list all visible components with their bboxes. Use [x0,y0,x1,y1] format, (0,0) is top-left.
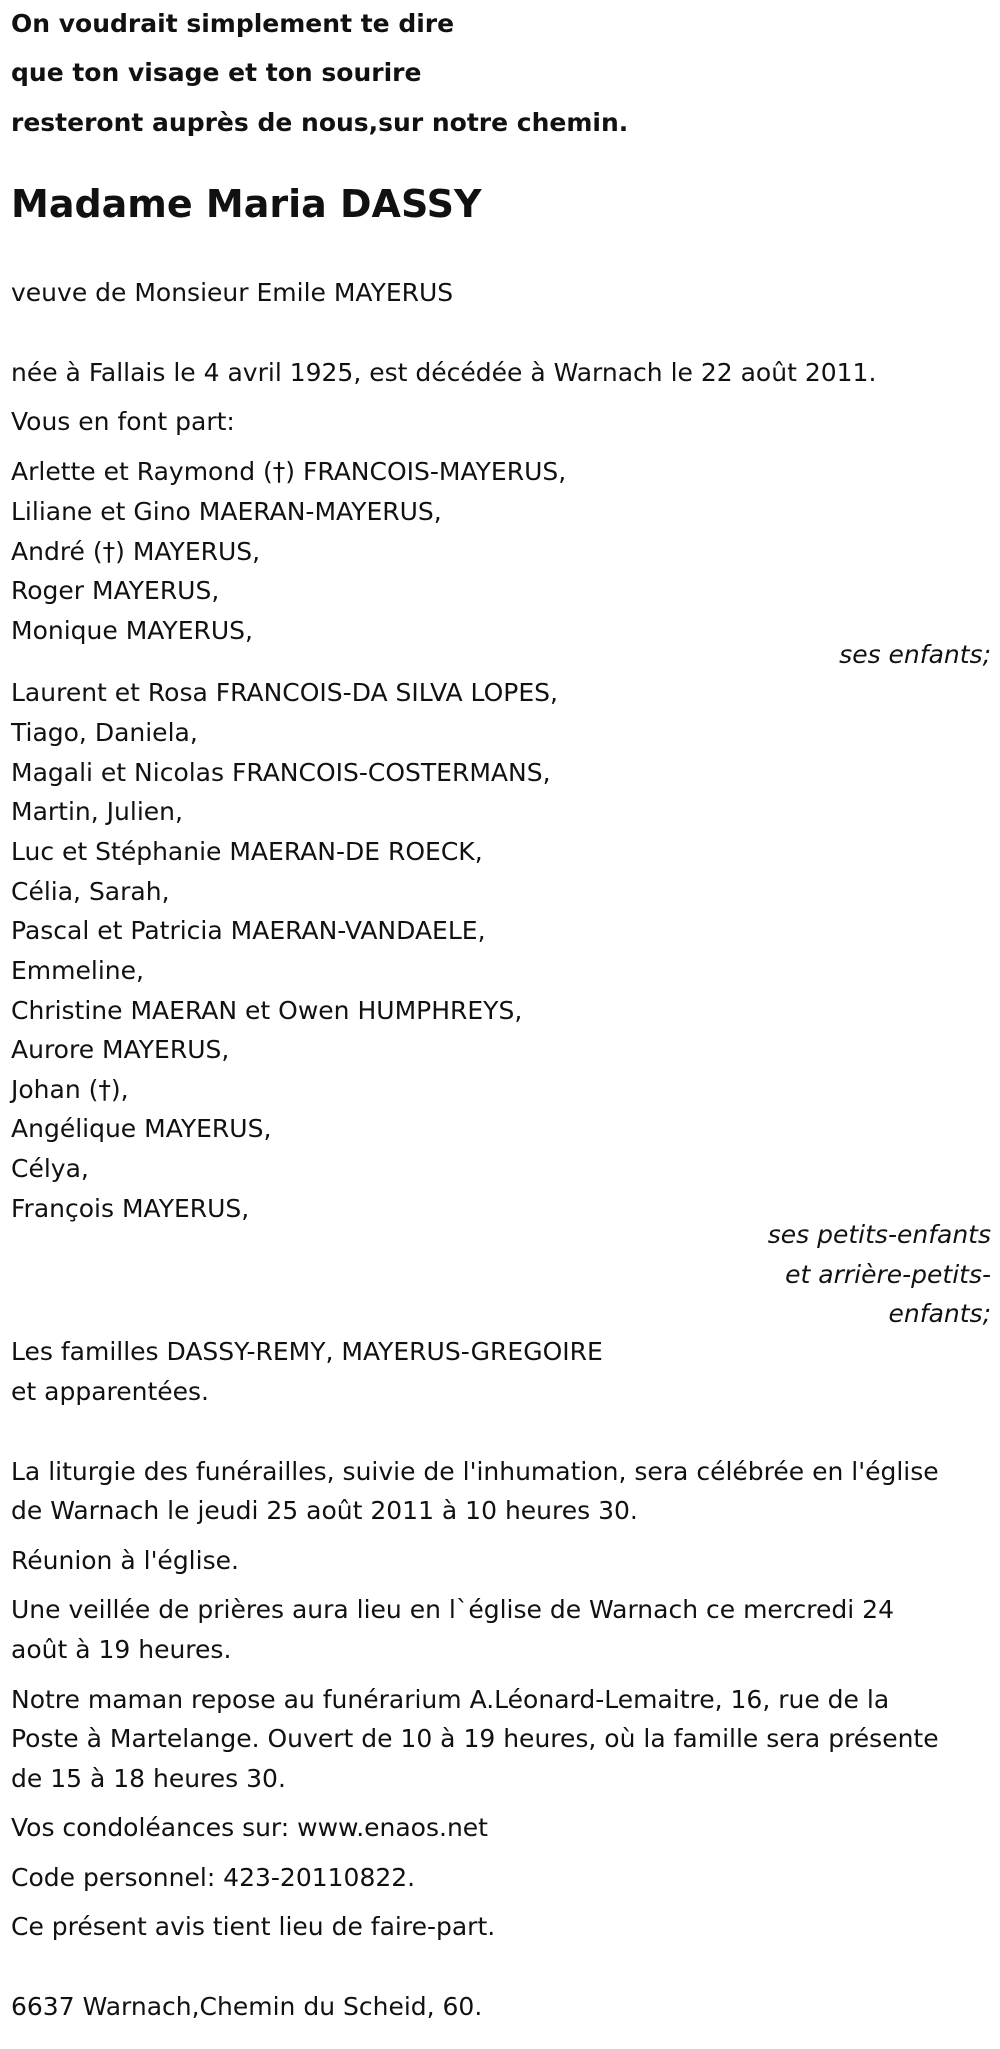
grandchildren-role: enfants; [888,1299,991,1328]
notice-line: Ce présent avis tient lieu de faire-part. [11,1912,496,1941]
grandchild-line: Luc et Stéphanie MAERAN-DE ROECK, [11,837,483,866]
funerarium-line: de 15 à 18 heures 30. [11,1764,286,1793]
grandchild-line: Aurore MAYERUS, [11,1035,230,1064]
child-line: Roger MAYERUS, [11,576,220,605]
child-line: Arlette et Raymond (†) FRANCOIS-MAYERUS, [11,457,567,486]
families-line: et apparentées. [11,1377,209,1406]
poem-line: que ton visage et ton sourire [11,58,422,87]
families-line: Les familles DASSY-REMY, MAYERUS-GREGOIRE [11,1337,603,1366]
grandchild-line: Célya, [11,1154,89,1183]
funerarium-line: Notre maman repose au funérarium A.Léonard-Lemaitre, 16, rue de la [11,1685,890,1714]
widow-line: veuve de Monsieur Emile MAYERUS [11,278,454,307]
children-role: ses enfants; [839,640,991,669]
grandchildren-role: ses petits-enfants [767,1220,991,1249]
grandchild-line: Laurent et Rosa FRANCOIS-DA SILVA LOPES, [11,678,558,707]
birth-death-line: née à Fallais le 4 avril 1925, est décédée à Warnach le 22 août 2011. [11,358,877,387]
grandchild-line: Emmeline, [11,956,144,985]
address-line: 6637 Warnach,Chemin du Scheid, 60. [11,1992,483,2021]
grandchildren-role: et arrière-petits- [785,1260,991,1289]
poem-line: On voudrait simplement te dire [11,9,455,38]
grandchild-line: Johan (†), [11,1075,129,1104]
poem-line: resteront auprès de nous,sur notre chemin. [11,108,629,137]
child-line: Monique MAYERUS, [11,616,253,645]
vigil-line: Une veillée de prières aura lieu en l`église de Warnach ce mercredi 24 [11,1595,894,1624]
liturgy-line: de Warnach le jeudi 25 août 2011 à 10 heures 30. [11,1496,638,1525]
grandchild-line: Tiago, Daniela, [11,718,198,747]
vigil-line: août à 19 heures. [11,1635,232,1664]
intro-line: Vous en font part: [11,407,235,436]
child-line: André (†) MAYERUS, [11,537,261,566]
reunion-line: Réunion à l'église. [11,1546,239,1575]
funerarium-line: Poste à Martelange. Ouvert de 10 à 19 heures, où la famille sera présente [11,1724,939,1753]
grandchild-line: Angélique MAYERUS, [11,1114,272,1143]
condolences-line: Vos condoléances sur: www.enaos.net [11,1813,488,1842]
child-line: Liliane et Gino MAERAN-MAYERUS, [11,497,442,526]
grandchild-line: François MAYERUS, [11,1194,250,1223]
liturgy-line: La liturgie des funérailles, suivie de l'inhumation, sera célébrée en l'église [11,1457,939,1486]
grandchild-line: Christine MAERAN et Owen HUMPHREYS, [11,996,523,1025]
grandchild-line: Magali et Nicolas FRANCOIS-COSTERMANS, [11,758,551,787]
grandchild-line: Célia, Sarah, [11,877,170,906]
grandchild-line: Martin, Julien, [11,797,183,826]
code-line: Code personnel: 423-20110822. [11,1863,416,1892]
grandchild-line: Pascal et Patricia MAERAN-VANDAELE, [11,916,486,945]
deceased-name: Madame Maria DASSY [11,182,482,226]
